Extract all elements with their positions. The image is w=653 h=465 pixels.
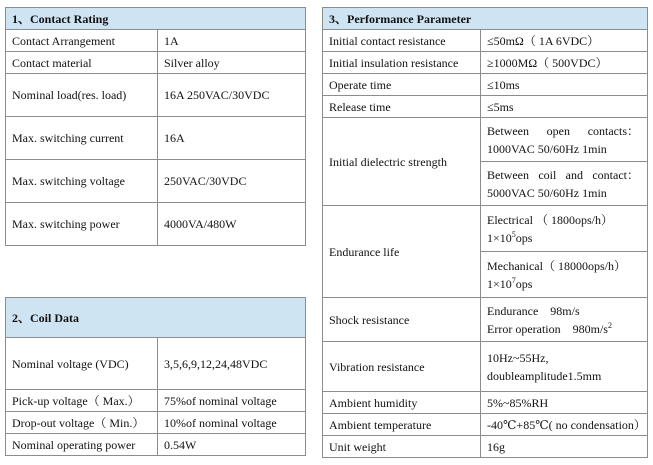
unit: ops bbox=[515, 276, 533, 291]
dielectric-coil-line1 bbox=[487, 166, 641, 184]
row-value: ≤5ms bbox=[481, 96, 648, 118]
coil-data-title: 2、Coil Data bbox=[6, 298, 306, 338]
base: 1×10 bbox=[487, 276, 512, 291]
row-label: Nominal operating power bbox=[6, 434, 158, 456]
base: Error operation 980m/s bbox=[487, 321, 608, 336]
endurance-mechanical-line1: Mechanical（ 18000ops/h） bbox=[487, 258, 626, 273]
contact-rating-table bbox=[5, 7, 306, 246]
performance-table bbox=[322, 7, 648, 458]
exponent: 5 bbox=[511, 229, 516, 239]
performance-title: 3、Performance Parameter bbox=[323, 8, 648, 30]
row-value: 1A bbox=[158, 30, 306, 52]
row-value: 16A 250VAC/30VDC bbox=[158, 74, 306, 117]
word: contacts： bbox=[587, 123, 640, 138]
base: 1×10 bbox=[487, 230, 512, 245]
row-label: Endurance life bbox=[323, 206, 481, 298]
dielectric-open-line2: 1000VAC 50/60Hz 1min bbox=[487, 141, 607, 156]
vibration-line2: doubleamplitude1.5mm bbox=[487, 368, 602, 383]
coil-data-table bbox=[5, 297, 306, 456]
row-label: Initial insulation resistance bbox=[323, 52, 481, 74]
row-label: Ambient temperature bbox=[323, 414, 481, 436]
row-label: Pick-up voltage（ Max.） bbox=[6, 390, 158, 412]
row-label: Release time bbox=[323, 96, 481, 118]
row-label: Max. switching voltage bbox=[6, 160, 158, 203]
exponent: 2 bbox=[607, 320, 612, 330]
endurance-electrical-line2 bbox=[487, 229, 641, 247]
word: contact： bbox=[592, 167, 639, 182]
row-label: Contact material bbox=[6, 52, 158, 74]
row-value: 16A bbox=[158, 117, 306, 160]
row-value-multiline bbox=[481, 118, 648, 162]
row-value: 0.54W bbox=[158, 434, 306, 456]
row-value: 10%of nominal voltage bbox=[158, 412, 306, 434]
row-label: Nominal voltage (VDC) bbox=[6, 338, 158, 390]
row-label: Max. switching power bbox=[6, 203, 158, 246]
row-label: Shock resistance bbox=[323, 298, 481, 342]
row-label: Operate time bbox=[323, 74, 481, 96]
row-label: Unit weight bbox=[323, 436, 481, 458]
row-value: ≥1000MΩ（ 500VDC） bbox=[481, 52, 648, 74]
row-value: 16g bbox=[481, 436, 648, 458]
row-value: 4000VA/480W bbox=[158, 203, 306, 246]
exponent: 7 bbox=[511, 275, 516, 285]
row-value: ≤50mΩ（ 1A 6VDC） bbox=[481, 30, 648, 52]
row-value: 250VAC/30VDC bbox=[158, 160, 306, 203]
word: Between bbox=[487, 167, 529, 182]
row-value-multiline bbox=[481, 162, 648, 206]
dielectric-open-line1 bbox=[487, 122, 641, 140]
word: coil bbox=[538, 167, 557, 182]
row-value: 75%of nominal voltage bbox=[158, 390, 306, 412]
vibration-line1: 10Hz~55Hz, bbox=[487, 350, 549, 365]
row-label: Initial contact resistance bbox=[323, 30, 481, 52]
word: open bbox=[546, 123, 570, 138]
row-label: Max. switching current bbox=[6, 117, 158, 160]
contact-rating-title: 1、Contact Rating bbox=[6, 8, 306, 30]
unit: ops bbox=[515, 230, 533, 245]
row-label: Drop-out voltage（ Min.） bbox=[6, 412, 158, 434]
row-value-multiline bbox=[481, 252, 648, 298]
endurance-electrical-line1: Electrical （ 1800ops/h） bbox=[487, 212, 613, 227]
row-value: 5%~85%RH bbox=[481, 392, 648, 414]
row-label: Initial dielectric strength bbox=[323, 118, 481, 206]
word: and bbox=[565, 167, 583, 182]
row-label: Contact Arrangement bbox=[6, 30, 158, 52]
row-value-multiline bbox=[481, 206, 648, 252]
word: Between bbox=[487, 123, 529, 138]
row-label: Nominal load(res. load) bbox=[6, 74, 158, 117]
row-value: ≤10ms bbox=[481, 74, 648, 96]
shock-line1: Endurance 98m/s bbox=[487, 303, 580, 318]
row-value: Silver alloy bbox=[158, 52, 306, 74]
row-value: -40℃+85℃( no condensation） bbox=[481, 414, 648, 436]
dielectric-coil-line2: 5000VAC 50/60Hz 1min bbox=[487, 185, 607, 200]
row-label: Ambient humidity bbox=[323, 392, 481, 414]
row-label: Vibration resistance bbox=[323, 342, 481, 392]
endurance-mechanical-line2 bbox=[487, 275, 641, 293]
row-value: 3,5,6,9,12,24,48VDC bbox=[158, 338, 306, 390]
shock-line2 bbox=[487, 320, 641, 338]
row-value-multiline bbox=[481, 298, 648, 342]
row-value-multiline bbox=[481, 342, 648, 392]
